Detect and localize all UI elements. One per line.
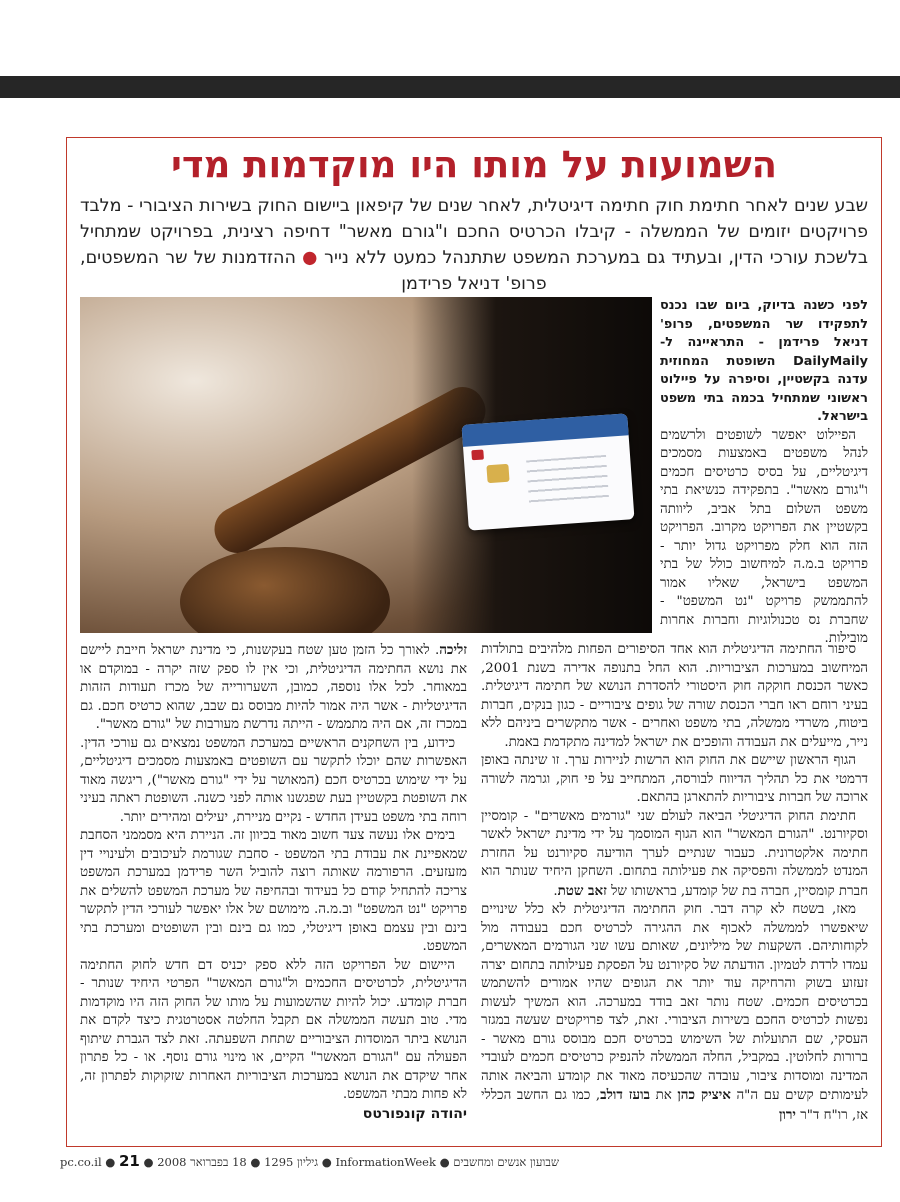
right-column (481, 641, 868, 1125)
person-name: ירון (778, 1106, 796, 1123)
subtitle (80, 193, 868, 297)
gavel-head (180, 547, 390, 633)
person-name: זאב שטת (557, 882, 607, 899)
article-photo (80, 297, 652, 633)
paragraph: חתימת החוק הדיגיטלי הביאה לעולם שני "גורמים מאשרים" - קומסיין וסקיורנט. "הגורם המאשר" הוא הגוף המוסמך על ידי מדינת ישראל לאשר חתימה אלקטרונית. כעבור שנתיים לערך הודיעה סקיורנט על החזרת המנדט לממשלה והפסיקה את פעילותה בתחום. השחקן היחיד שנותר הוא חברת קומסיין, חברה בת של קומדע, בראשותו של זאב שטת. (481, 808, 868, 899)
paragraph: בימים אלו נעשה צעד חשוב מאוד בכיוון זה. הניירת היא מסממני הסחבת שמאפיינת את עבודת בתי המשפט - סחבת שגורמת לעיכובים ולעינויי דין מזעזעים. הרפורמה שאותה רוצה להוביל השר פרידמן במערכת המשפט צריכה להתחיל קודם כל בעידוד ובהחיפה של מערכת המשפט להשלים את פרויקט "נט המשפט" וב.מ.ה. מימושם של אלו יאפשר לעורכי הדין לתקשר בינם ובין עצמם באופן דיגיטלי, כמו גם בינם ובין השופטים ומערכת בתי המשפט. (80, 828, 467, 954)
person-name: איציק כהן (677, 1087, 731, 1103)
paragraph: סיפור החתימה הדיגיטלית הוא אחד הסיפורים הפחות מלהיבים בתולדות המיחשוב במערכות הציבוריות. הוא החל בתנופה אדירה בשנת 2001, כאשר הכנסת חוקקה חוק היסטורי להסדרת הנושא של חתימה דיגיטלית. בעיני רוחם ראו חברי הכנסת שורה של גופים ציבוריים - כגון בנקים, חברות ביטוח, משרדי ממשלה, בתי משפט ואחרים - אשר מתקשרים ביניהם ללא נייר, מייעלים את העבודה והופכים את ישראל למדינה מתקדמת באמת. (481, 642, 868, 750)
smart-card-icon (462, 413, 635, 530)
person-name: זליכה (439, 642, 467, 658)
page-number: 21 (118, 1152, 140, 1170)
bullet-icon: ● (302, 248, 318, 268)
top-bar (0, 76, 900, 98)
paragraph: מאז, בשטח לא קרה דבר. חוק החתימה הדיגיטלית לא כלל שינויים שיאפשרו לממשלה לאכוף את ההגירה לכרטיס חכם בעבודה מול לקוחותיהם. השקעות של מיליונים, שאותם עשו שני הגורמים המאשרים, עמדו לרדת לטמיון. הודעתה של סקיורנט על הפסקת פעילותה בתחום יצרה זעזוע בשוק והרחיקה עוד יותר את הגופים שהיו אמורים להשתמש בכרטיסים חכמים. שטח נותר זאב בודד במערכה. הוא המשיך לעשות נפשות לכרטיס החכם בשירות הציבורי. זאת, לצד פרויקטים שעשה במגזר העסקי, שם התועלות של השימוש בכרטיס חכם מבוסס גורם מאשר - ברורות לחלוטין. במקביל, החלה הממשלה להנפיק כרטיסים חכמים לעובדי המדינה ומוסדות ציבור, עובדה שהכעיסה מאוד את קומדע והביאה אותה לעימותים קשים עם ה"ה איציק כהן את בועז דולב, כמו גם החשב הכללי אז, רו"ח ד"ר ירון (481, 902, 869, 1123)
footer-text: שבועון אנשים ומחשבים ● InformationWeek ● גיליון 1295 ● 18 בפברואר 2008 ● pc.co.il ● (60, 1155, 560, 1169)
author-signature: יהודה קונפורטס (362, 1105, 467, 1122)
paragraph: זליכה. לאורך כל הזמן טען שטח בעקשנות, כי מדינת ישראל חייבת ליישם את נושא החתימה הדיגיטלית, וכי אין לו ספק שזה יקרה - במוקדם או במאוחר. לכל אלו נוספה, כמובן, השערורייה של מכרז תעודות הזהות הדיגיטליות - אשר היה אמור להיות מבוסס גם שבב, שהוא כרטיס חכם. גם במכרז זה, אם היה מתממש - הייתה נדרשת מעורבות של "גורם מאשר". (80, 642, 467, 732)
subtitle-tail: ההזדמנות של שר המשפטים, פרופ' דניאל פרידמן (80, 248, 547, 294)
intro-column (660, 297, 868, 649)
paragraph: כידוע, בין השחקנים הראשיים במערכת המשפט נמצאים גם עורכי הדין. האפשרות שהם יוכלו לתקשר עם השופטים באמצעות מסמכים דיגיטליים, על ידי שימוש בכרטיס חכם (המאושר על ידי "גורם מאשר"), ריגשה מאוד את השופטת בקשטיין בעת שפגשנו אותה לפני כשנה. השופטת ראתה בעיני רוחה בתי משפט בעידן החדש - נקיים מניירת, יעילים ומהירים יותר. (80, 735, 467, 825)
paragraph: הגוף הראשון שיישם את החוק הוא הרשות לניירות ערך. זו שינתה באופן דרמטי את כל תהליך הדיווח לבורסה, המתחייב על פי חוק, וגרמה לשורה ארוכה של חברות ציבוריות להתארגן בהתאם. (481, 753, 868, 805)
chip-icon (486, 464, 509, 483)
paragraph: היישום של הפרויקט הזה ללא ספק יכניס דם חדש לחוק החתימה הדיגיטלית, לכרטיסים החכמים ול"גורם המאשר" הפרטי היחיד שנותר - חברת קומדע. יכול להיות שהשמועות על מותו של החוק הזה היו מוקדמות מדי. טוב תעשה הממשלה אם תקבל החלטה אסטרטגית כיצד לקדם את הנושא ביתר המוסדות הציבוריים שתחת השפעתה. זאת לצד הגברת שיתוף הפעולה עם "הגורם המאשר" הקיים, או מינוי גורם נוסף. או - כל פתרון אחר שיקדם את הנושא במערכות הציבוריות האחרות שזקוקות לפתרון זה, לא פחות מבתי המשפט. (80, 957, 467, 1102)
subtitle-text: שבע שנים לאחר חתימת חוק חתימה דיגיטלית, לאחר שנים של קיפאון ביישום החוק בשירות הציבורי - מלבד פרויקטים יזומים של הממשלה - קיבלו הכרטיס החכם ו"גורם מאשר" דחיפה רצינית, בפרויקט שמתחיל בלשכת עורכי הדין, ובעתיד גם במערכת המשפט שתתנהל כמעט ללא נייר (80, 196, 868, 268)
person-name: בועז דולב (600, 1087, 650, 1103)
left-column (80, 641, 467, 1123)
headline: השמועות על מותו היו מוקדמות מדי (170, 143, 778, 186)
page-footer (60, 1152, 870, 1170)
intro-paragraph: הפיילוט יאפשר לשופטים ולרשמים לנהל משפטים באמצעות מסמכים דיגיטליים, על בסיס כרטיסים חכמים ו"גורם מאשר". בתפקידה כנשיאת בתי משפט השלום בתל אביב, ליוותה בקשטיין את הפרויקט מקרוב. הפרויקט הזה הוא חלק מפרויקט גדול יותר - פרויקט ב.מ.ה למיחשוב כולל של בתי המשפט בישראל, שאליו אמור להתממשק פרויקט "נט המשפט" - שחברת נס טכנולוגיות וחברות אחרות מובילות. (660, 427, 868, 646)
intro-lead: לפני כשנה בדיוק, ביום שבו נכנס לתפקידו שר המשפטים, פרופ' דניאל פרידמן - התראיינה ל-DailyMaily השופטת המחוזית עדנה בקשטיין, וסיפרה על פיילוט ראשוני שמתחיל בכמה בתי משפט בישראל. (660, 298, 868, 424)
